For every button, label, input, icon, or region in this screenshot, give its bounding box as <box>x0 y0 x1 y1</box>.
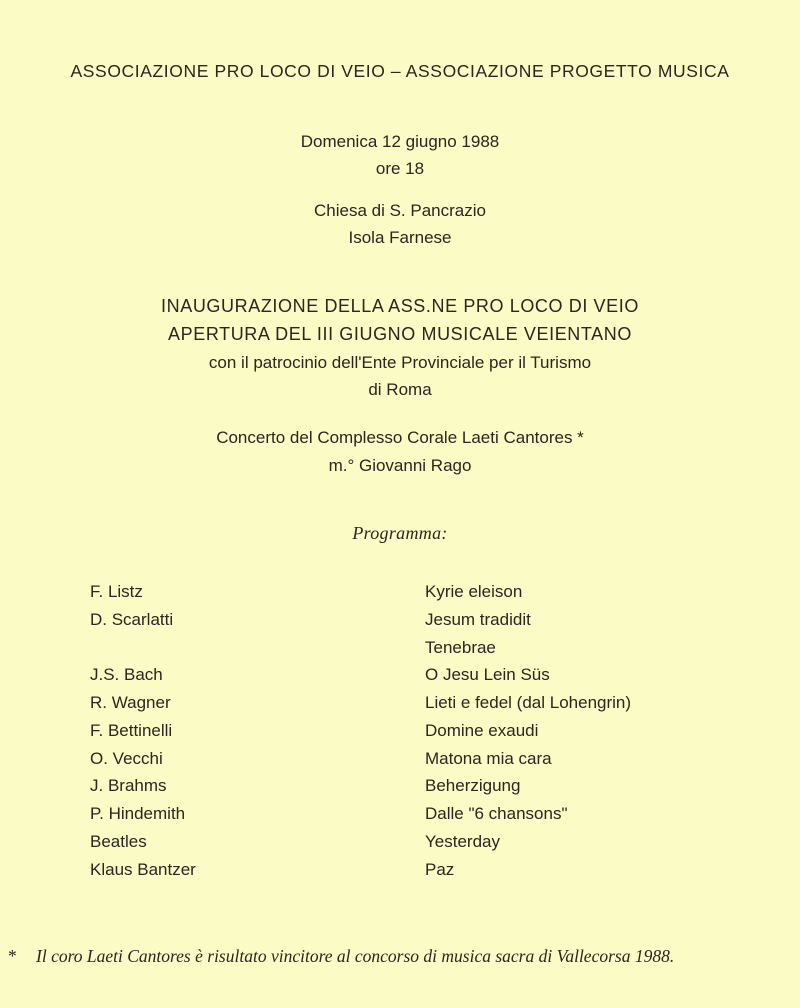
association-header: ASSOCIAZIONE PRO LOCO DI VEIO – ASSOCIAZIONE PROGETTO MUSICA <box>70 61 730 81</box>
programma-heading: Programma: <box>352 523 448 543</box>
footnote-text: Il coro Laeti Cantores è risultato vincitore al concorso di musica sacra di Vallecorsa 1988. <box>36 946 675 966</box>
composer: J.S. Bach <box>90 665 163 685</box>
conductor: m.° Giovanni Rago <box>328 456 472 475</box>
composer: R. Wagner <box>90 693 171 712</box>
composer: O. Vecchi <box>90 748 163 768</box>
work: Domine exaudi <box>425 720 539 740</box>
footnote-asterisk: * <box>8 946 17 966</box>
work: Yesterday <box>425 831 500 851</box>
patronage-line-1: con il patrocinio dell'Ente Provinciale per il Turismo <box>208 353 592 372</box>
work: Dalle "6 chansons" <box>425 804 568 823</box>
title-opening: APERTURA DEL III GIUGNO MUSICALE VEIENTANO <box>168 324 632 344</box>
program-table <box>0 578 800 888</box>
title-inauguration: INAUGURAZIONE DELLA ASS.NE PRO LOCO DI VEIO <box>161 296 639 316</box>
work: Paz <box>425 859 455 879</box>
event-place: Isola Farnese <box>348 228 452 247</box>
composer: F. Listz <box>90 582 143 601</box>
footnote <box>8 944 792 968</box>
work: Beherzigung <box>425 776 521 796</box>
composer: J. Brahms <box>90 776 167 796</box>
composer <box>90 634 196 662</box>
composer: D. Scarlatti <box>90 609 174 629</box>
event-time: ore 18 <box>375 159 425 178</box>
event-date: Domenica 12 giugno 1988 <box>300 132 500 151</box>
concert-title: Concerto del Complesso Corale Laeti Cantores * <box>216 428 584 447</box>
event-venue: Chiesa di S. Pancrazio <box>314 201 486 220</box>
composer: P. Hindemith <box>90 804 186 823</box>
composer: F. Bettinelli <box>90 720 173 740</box>
composers-column <box>90 578 196 883</box>
works-column <box>425 578 631 883</box>
composer: Klaus Bantzer <box>90 859 196 879</box>
work: Matona mia cara <box>425 748 552 768</box>
work: Jesum tradidit <box>425 609 531 629</box>
patronage-line-2: di Roma <box>368 380 432 399</box>
work: O Jesu Lein Süs <box>425 665 550 685</box>
work: Tenebrae <box>425 637 496 657</box>
composer: Beatles <box>90 831 147 851</box>
work: Kyrie eleison <box>425 582 523 601</box>
work: Lieti e fedel (dal Lohengrin) <box>425 693 632 712</box>
